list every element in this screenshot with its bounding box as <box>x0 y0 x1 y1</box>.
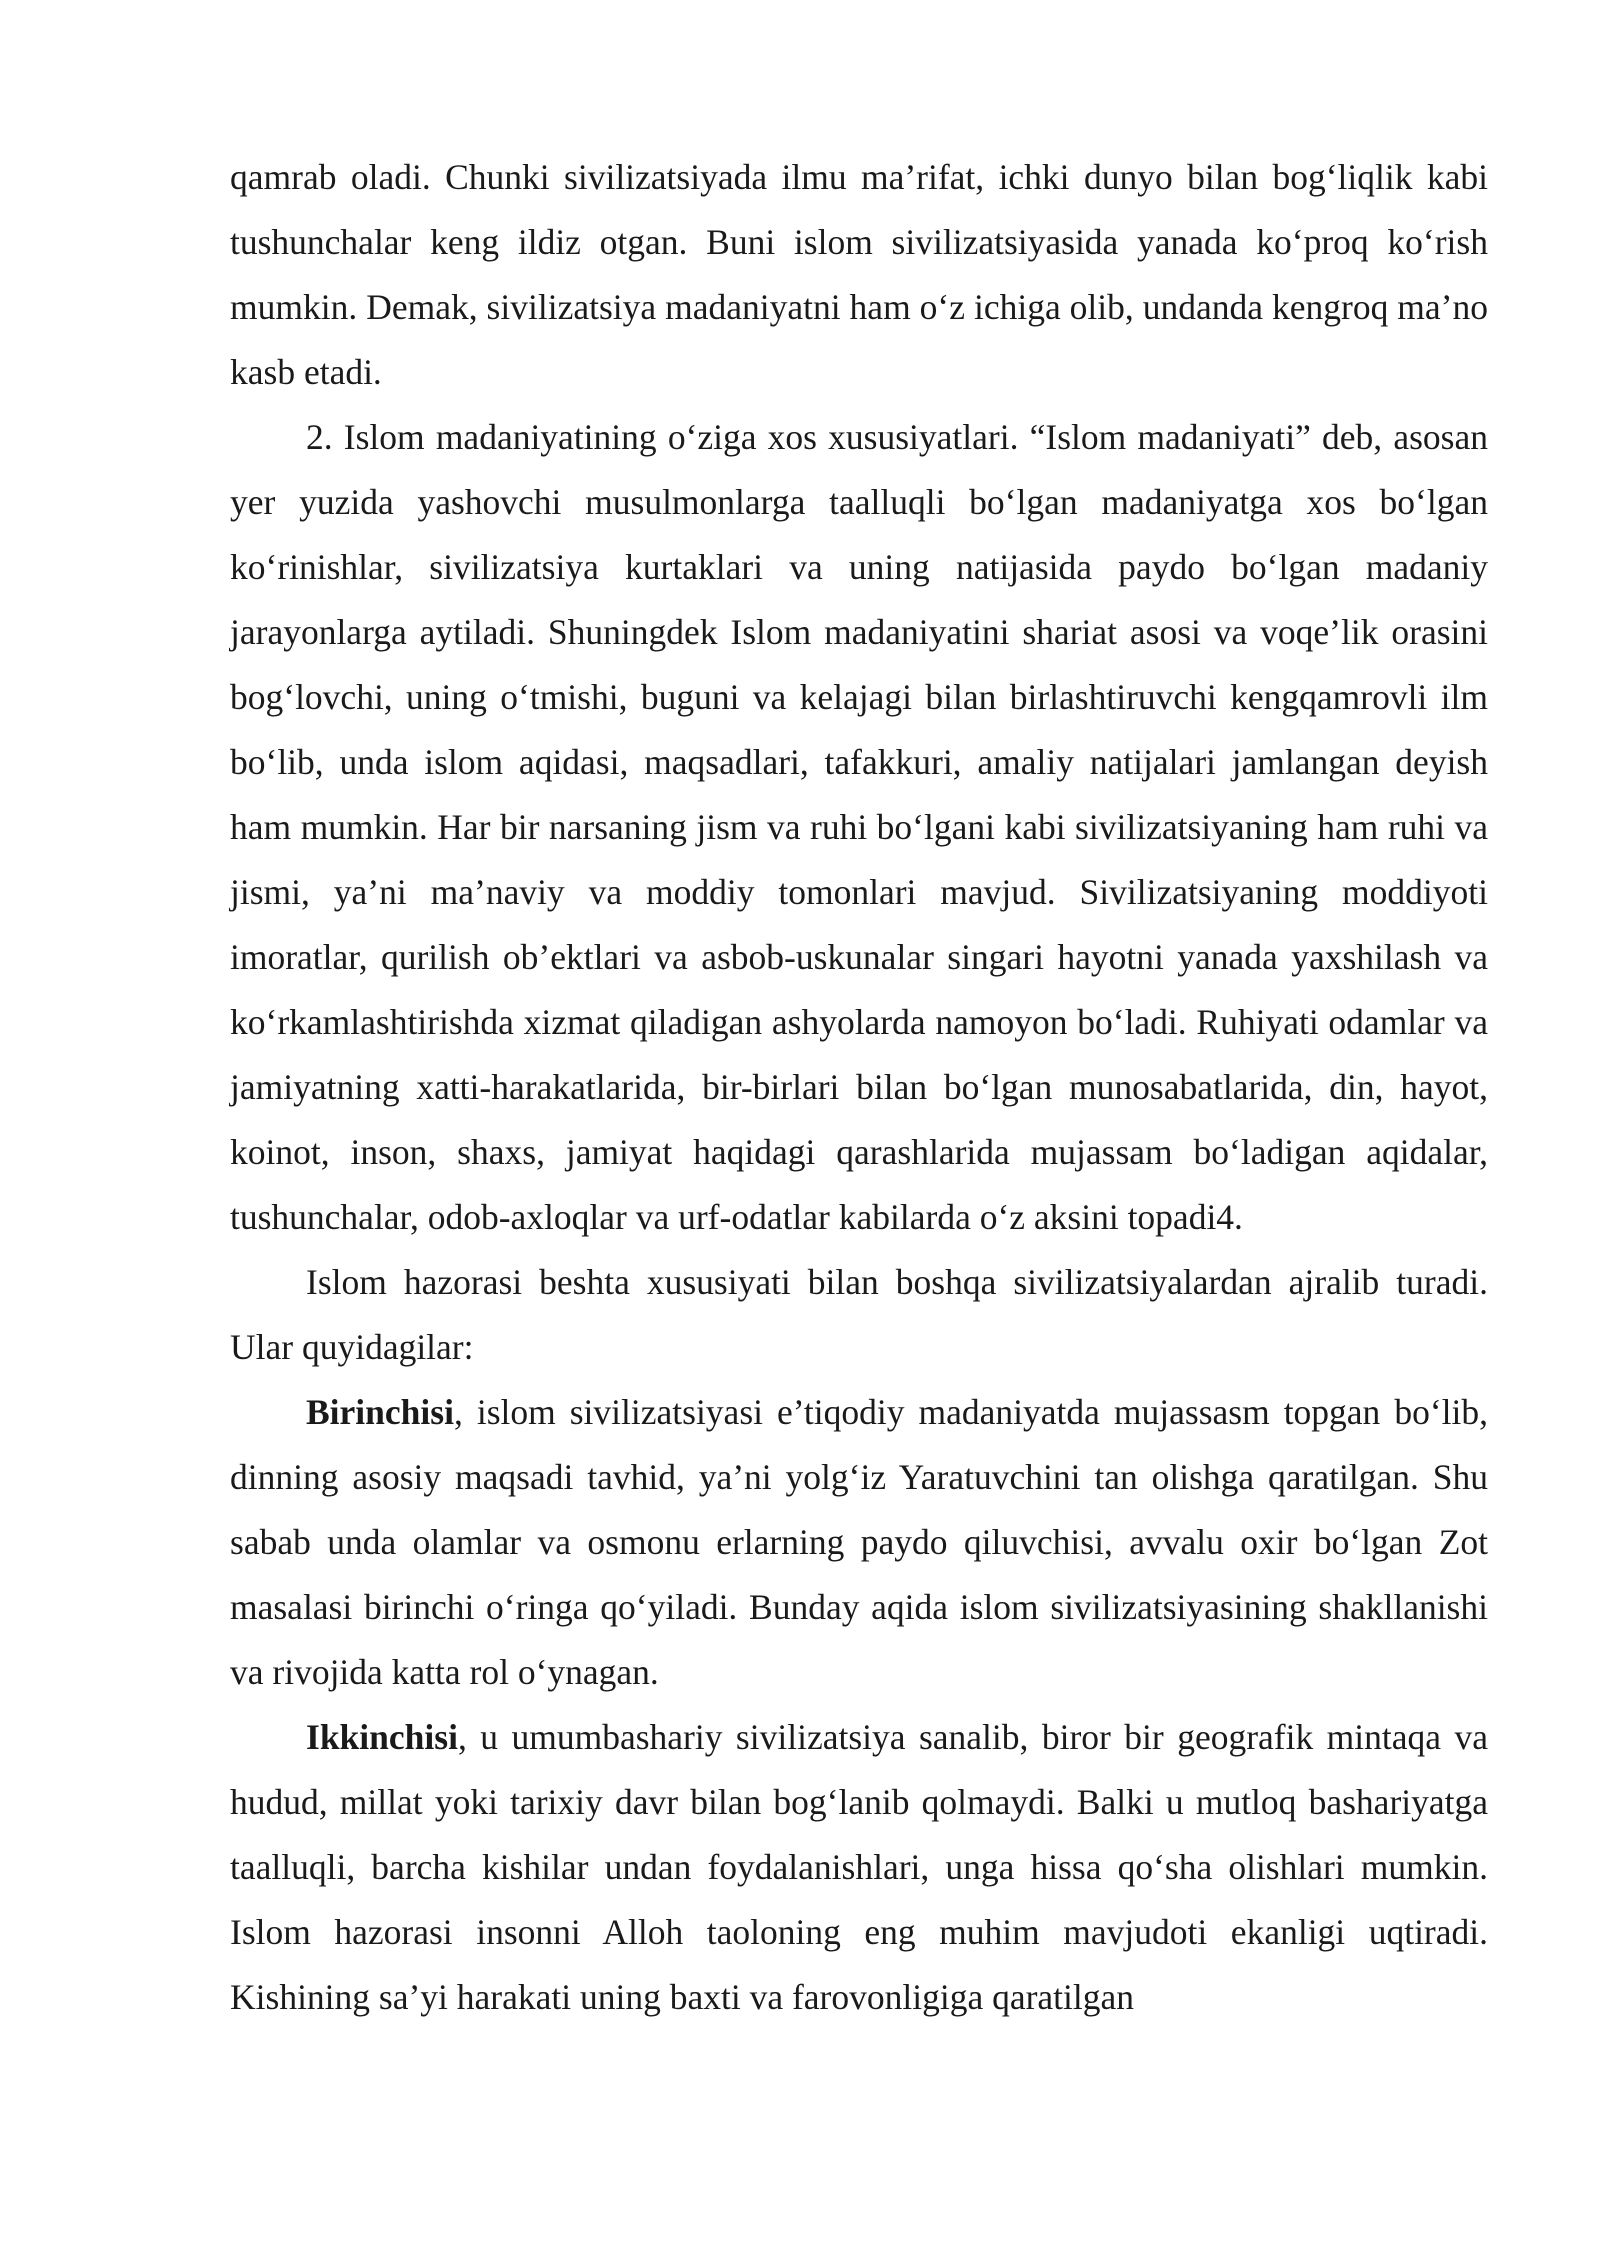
paragraph-text: , islom sivilizatsiyasi e’tiqodiy madaniyatda mujassasm topgan bo‘lib, dinning asosiy maqsadi tavhid, ya’ni yolg‘iz Yaratuvchini tan olishga qaratilgan. Shu sabab unda olamlar va osmonu erlarning paydo qiluvchisi, avvalu oxir bo‘lgan Zot masalasi birinchi o‘ringa qo‘yiladi. Bunday aqida islom sivilizatsiyasining shakllanishi va rivojida katta rol o‘ynagan. <box>230 1392 1488 1692</box>
paragraph-lead-term: Birinchisi <box>306 1392 454 1432</box>
paragraph-lead-term: Ikkinchisi <box>306 1717 458 1757</box>
paragraph <box>230 1250 1488 1380</box>
paragraph <box>230 145 1488 405</box>
paragraph-text: , u umumbashariy sivilizatsiya sanalib, biror bir geografik mintaqa va hudud, millat yoki tarixiy davr bilan bog‘lanib qolmaydi. Balki u mutloq bashariyatga taalluqli, barcha kishilar undan foydalanishlari, unga hissa qo‘sha olishlari mumkin. Islom hazorasi insonni Alloh taoloning eng muhim mavjudoti ekanligi uqtiradi. Kishining sa’yi harakati uning baxti va farovonligiga qaratilgan <box>230 1717 1488 2017</box>
document-page <box>230 145 1488 2030</box>
paragraph-text: 2. Islom madaniyatining o‘ziga xos xususiyatlari. “Islom madaniyati” deb, asosan yer yuzida yashovchi musulmonlarga taalluqli bo‘lgan madaniyatga xos bo‘lgan ko‘rinishlar, sivilizatsiya kurtaklari va uning natijasida paydo bo‘lgan madaniy jarayonlarga aytiladi. Shuningdek Islom madaniyatini shariat asosi va voqe’lik orasini bog‘lovchi, uning o‘tmishi, buguni va kelajagi bilan birlashtiruvchi kengqamrovli ilm bo‘lib, unda islom aqidasi, maqsadlari, tafakkuri, amaliy natijalari jamlangan deyish ham mumkin. Har bir narsaning jism va ruhi bo‘lgani kabi sivilizatsiyaning ham ruhi va jismi, ya’ni ma’naviy va moddiy tomonlari mavjud. Sivilizatsiyaning moddiyoti imoratlar, qurilish ob’ektlari va asbob-uskunalar singari hayotni yanada yaxshilash va ko‘rkamlashtirishda xizmat qiladigan ashyolarda namoyon bo‘ladi. Ruhiyati odamlar va jamiyatning xatti-harakatlarida, bir-birlari bilan bo‘lgan munosabatlarida, din, hayot, koinot, inson, shaxs, jamiyat haqidagi qarashlarida mujassam bo‘ladigan aqidalar, tushunchalar, odob-axloqlar va urf-odatlar kabilarda o‘z aksini topadi4. <box>230 417 1488 1237</box>
paragraph <box>230 1705 1488 2030</box>
paragraph <box>230 405 1488 1250</box>
paragraph-text: qamrab oladi. Chunki sivilizatsiyada ilmu ma’rifat, ichki dunyo bilan bog‘liqlik kabi tushunchalar keng ildiz otgan. Buni islom sivilizatsiyasida yanada ko‘proq ko‘rish mumkin. Demak, sivilizatsiya madaniyatni ham o‘z ichiga olib, undanda kengroq ma’no kasb etadi. <box>230 157 1488 392</box>
paragraph-text: Islom hazorasi beshta xususiyati bilan boshqa sivilizatsiyalardan ajralib turadi. Ular quyidagilar: <box>230 1262 1488 1367</box>
paragraph <box>230 1380 1488 1705</box>
